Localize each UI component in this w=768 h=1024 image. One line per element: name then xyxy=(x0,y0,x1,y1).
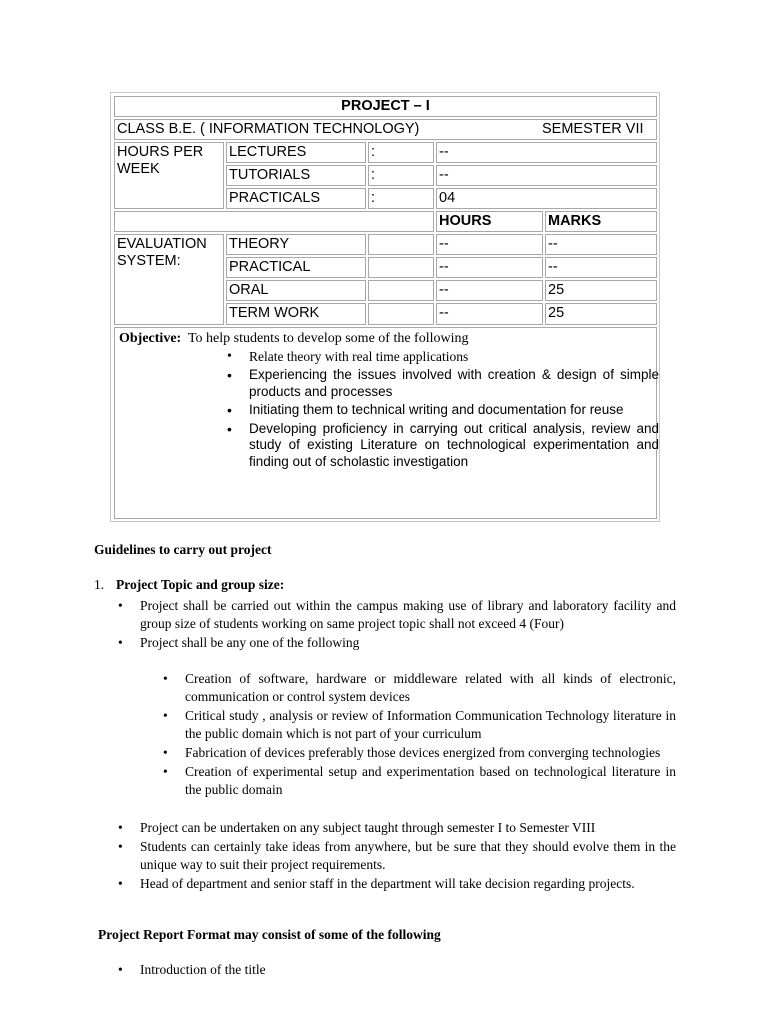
report-format-heading: Project Report Format may consist of some of the following xyxy=(98,927,441,942)
class-label: CLASS B.E. ( INFORMATION TECHNOLOGY) xyxy=(117,121,420,137)
project-type-item: • Critical study , analysis or review of Information Communication Technology literature in the public domain which is not part of your curriculum xyxy=(161,707,676,743)
evaluation-row-label: TERM WORK xyxy=(226,303,366,325)
evaluation-row-marks: -- xyxy=(545,234,657,255)
objective-item: • Developing proficiency in carrying out critical analysis, review and study of existing Literature on technological experimentation and finding out of scholastic investigation xyxy=(226,421,659,471)
header-blank-cell xyxy=(114,211,434,232)
objective-item: • Experiencing the issues involved with creation & design of simple products and processes xyxy=(226,367,659,400)
hours-row-sep: : xyxy=(368,188,434,209)
evaluation-row-blank xyxy=(368,280,434,301)
evaluation-row-label: PRACTICAL xyxy=(226,257,366,278)
evaluation-row-blank xyxy=(368,257,434,278)
table-title: PROJECT – I xyxy=(114,96,657,117)
class-row xyxy=(114,119,657,140)
evaluation-row-hours: -- xyxy=(436,257,543,278)
project-type-item: • Fabrication of devices preferably those devices energized from converging technologies xyxy=(161,744,676,762)
evaluation-row-label: ORAL xyxy=(226,280,366,301)
hours-per-week-label: HOURS PER WEEK xyxy=(114,142,224,209)
guideline-bullets xyxy=(116,597,676,652)
evaluation-row-marks: -- xyxy=(545,257,657,278)
hours-row-label: LECTURES xyxy=(226,142,366,163)
evaluation-row-marks: 25 xyxy=(545,280,657,301)
guideline-bullet: • Head of department and senior staff in the department will take decision regarding projects. xyxy=(116,875,676,893)
evaluation-row-hours: -- xyxy=(436,280,543,301)
section-1-title: Project Topic and group size: xyxy=(116,577,285,592)
report-format-item: • Introduction of the title xyxy=(116,961,676,979)
hours-row-value: -- xyxy=(436,165,657,186)
guideline-bullet: • Project shall be any one of the following xyxy=(116,634,676,652)
semester-label: SEMESTER VII xyxy=(542,121,644,137)
hours-row-value: 04 xyxy=(436,188,657,209)
evaluation-row-label: THEORY xyxy=(226,234,366,255)
objective-cell xyxy=(114,327,657,519)
evaluation-row-marks: 25 xyxy=(545,303,657,325)
objective-line xyxy=(119,331,469,347)
guideline-bullet: • Students can certainly take ideas from anywhere, but be sure that they should evolve them in the unique way to suit their project requirements. xyxy=(116,838,676,874)
objective-item: • Initiating them to technical writing and documentation for reuse xyxy=(226,402,659,419)
more-guideline-bullets xyxy=(116,819,676,893)
objective-intro: To help students to develop some of the following xyxy=(187,331,469,346)
evaluation-row-blank xyxy=(368,234,434,255)
project-type-item: • Creation of software, hardware or middleware related with all kinds of electronic, communication or control system devices xyxy=(161,670,676,706)
report-format-list xyxy=(116,961,676,979)
project-type-list xyxy=(161,670,676,799)
hours-row-value: -- xyxy=(436,142,657,163)
hours-row-label: TUTORIALS xyxy=(226,165,366,186)
guideline-bullet: • Project can be undertaken on any subject taught through semester I to Semester VIII xyxy=(116,819,676,837)
hours-row-sep: : xyxy=(368,142,434,163)
evaluation-row-hours: -- xyxy=(436,234,543,255)
hours-row-label: PRACTICALS xyxy=(226,188,366,209)
objective-list xyxy=(226,348,659,470)
evaluation-system-label: EVALUATION SYSTEM: xyxy=(114,234,224,325)
guideline-bullet: • Project shall be carried out within the campus making use of library and laboratory facility and group size of students working on same project topic shall not exceed 4 (Four) xyxy=(116,597,676,633)
project-type-item: • Creation of experimental setup and experimentation based on technological literature in the public domain xyxy=(161,763,676,799)
section-1-number: 1. xyxy=(94,577,105,592)
hours-row-sep: : xyxy=(368,165,434,186)
objective-label: Objective: xyxy=(119,331,182,346)
guidelines-heading: Guidelines to carry out project xyxy=(94,542,272,557)
evaluation-row-blank xyxy=(368,303,434,325)
marks-column-header: MARKS xyxy=(545,211,657,232)
hours-column-header: HOURS xyxy=(436,211,543,232)
evaluation-row-hours: -- xyxy=(436,303,543,325)
objective-item: • Relate theory with real time applications xyxy=(226,348,659,365)
